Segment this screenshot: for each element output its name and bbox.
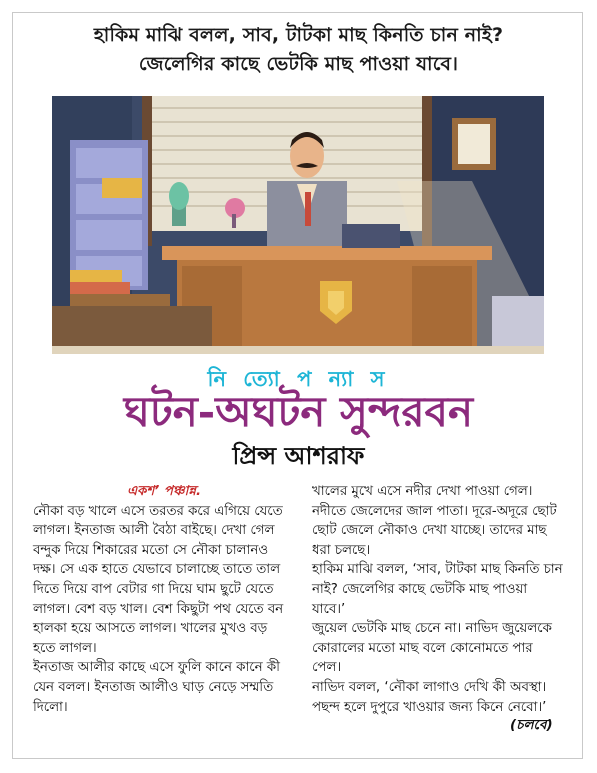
left-paragraph: ইনতাজ আলীর কাছে এসে ফুলি কানে কানে কী যেন বলল। ইনতাজ আলীও ঘাড় নেড়ে সম্মতি দিলো। — [33, 660, 280, 715]
author-name: প্রিন্স আশরাফ — [232, 442, 365, 470]
story-title: ঘটন-অঘটন সুন্দরবন — [123, 387, 474, 436]
right-paragraph: হাকিম মাঝি বলল, ‘সাব, টাটকা মাছ কিনতি চান নাই? জেলেগির কাছে ভেটকি মাছ পাওয়া যাবে।’ — [312, 562, 563, 617]
right-paragraph: জুয়েল ভেটকি মাছ চেনে না। নাভিদ জুয়েলকে কোরালের মতো মাছ বলে কোনোমতে পার পেল। — [312, 621, 552, 676]
headline-line-1: হাকিম মাঝি বলল, সাব, টাটকা মাছ কিনতি চান নাই? — [93, 24, 504, 46]
continued-label: (চলবে) — [510, 717, 553, 733]
chapter-label: একশ’ পঞ্চান্ন. — [126, 484, 202, 499]
headline-line-2: জেলেগির কাছে ভেটকি মাছ পাওয়া যাবে। — [138, 53, 459, 75]
right-column — [312, 482, 564, 717]
left-paragraph: নৌকা বড় খালে এসে তরতর করে এগিয়ে যেতে লাগল। ইনতাজ আলী বৈঠা বাইছে। দেখা গেল বন্দুক দিয়ে শিকারের মতো সে নৌকা চালানও দক্ষ। সে এক হাতে যেভাবে চালাচ্ছে তাতে তাল দিতে দিয়ে বাপ বেটার গা দিয়ে ঘাম ছুটে যেতে লাগল। বেশ বড় খাল। বেশ কিছুটা পথ যেতে বন হালকা হয়ে আসতে লাগল। খালের মুখও বড় হতে লাগল। — [33, 503, 284, 656]
left-column — [33, 482, 285, 717]
right-paragraph: খালের মুখে এসে নদীর দেখা পাওয়া গেল। নদীতে জেলেদের জাল পাতা। দূরে-অদূরে ছোট ছোট জেলে নৌকাও দেখা যাচ্ছে। তাদের মাছ ধরা চলছে। — [312, 484, 557, 558]
genre-label: নি ত্যো প ন্যা স — [207, 367, 390, 391]
right-paragraph: নাভিদ বলল, ‘নৌকা লাগাও দেখি কী অবস্থা। পছন্দ হলে দুপুরে খাওয়ার জন্য কিনে নেবো।’ — [312, 679, 547, 715]
office-illustration — [52, 96, 544, 354]
